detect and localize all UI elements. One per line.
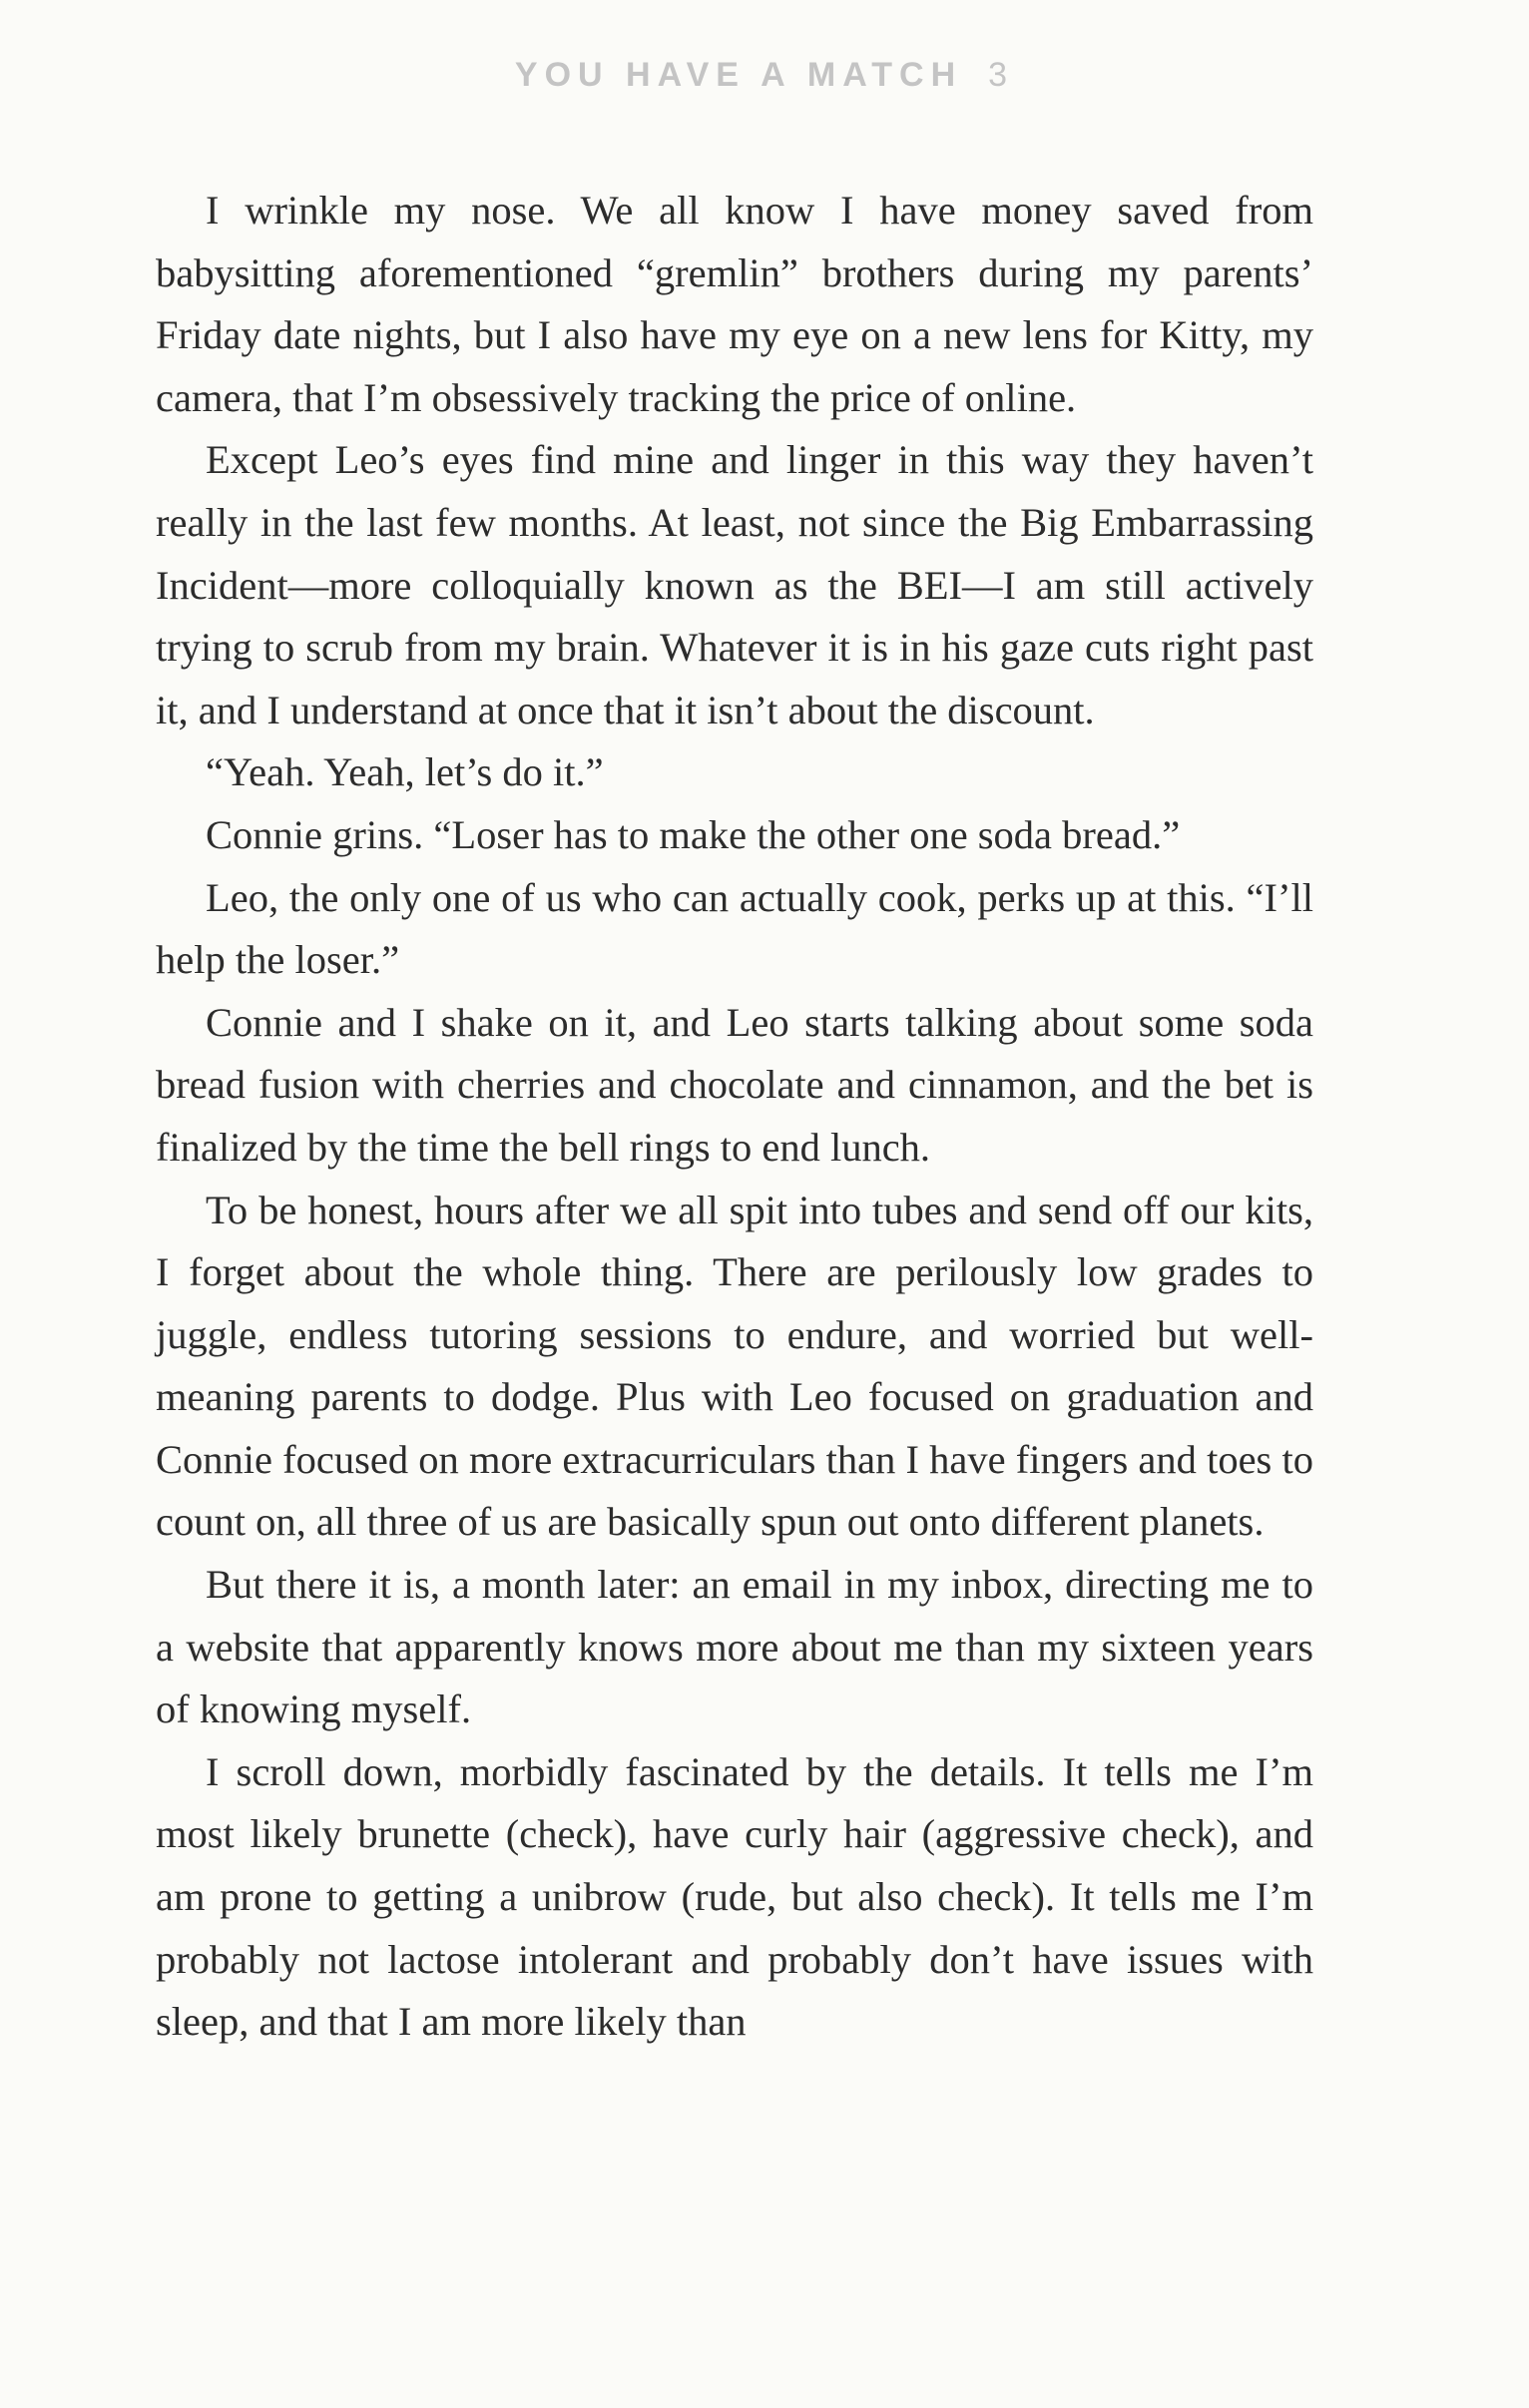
- paragraph: Leo, the only one of us who can actually cook, perks up at this. “I’ll help the loser.”: [156, 874, 1313, 983]
- page-number: 3: [988, 56, 1015, 94]
- paragraph: I scroll down, morbidly fascinated by the details. It tells me I’m most likely brunette (check), have curly hair (aggressive check), and am prone to getting a unibrow (rude, but also check). It tells me I’m probably not lactose intolerant and probably don’t have issues with sleep, and that I am more likely than: [156, 1748, 1313, 2045]
- paragraph: But there it is, a month later: an email in my inbox, directing me to a website that apparently knows more about me than my sixteen years of knowing myself.: [156, 1562, 1313, 1732]
- running-head: [0, 56, 1529, 95]
- paragraph: Connie and I shake on it, and Leo starts talking about some soda bread fusion with cherries and chocolate and cinnamon, and the bet is finalized by the time the bell rings to end lunch.: [156, 999, 1313, 1170]
- running-head-title: YOU HAVE A MATCH: [514, 56, 963, 94]
- paragraph: I wrinkle my nose. We all know I have money saved from babysitting aforementioned “gremlin” brothers during my parents’ Friday date nights, but I also have my eye on a new lens for Kitty, my camera, that I’m obsessively tracking the price of online.: [156, 188, 1313, 420]
- paragraph: “Yeah. Yeah, let’s do it.”: [206, 749, 604, 795]
- body-text: [156, 180, 1313, 2054]
- paragraph: Connie grins. “Loser has to make the other one soda bread.”: [206, 811, 1181, 857]
- paragraph: Except Leo’s eyes find mine and linger in this way they haven’t really in the last few months. At least, not since the Big Embarrassing Incident—more colloquially known as the BEI—I am still actively trying to scrub from my brain. Whatever it is in his gaze cuts right past it, and I understand at once that it isn’t about the discount.: [156, 437, 1313, 732]
- paragraph: To be honest, hours after we all spit into tubes and send off our kits, I forget about the whole thing. There are perilously low grades to juggle, endless tutoring sessions to endure, and worried but well-meaning parents to dodge. Plus with Leo focused on graduation and Connie focused on more extracurriculars than I have fingers and toes to count on, all three of us are basically spun out onto different planets.: [156, 1187, 1313, 1545]
